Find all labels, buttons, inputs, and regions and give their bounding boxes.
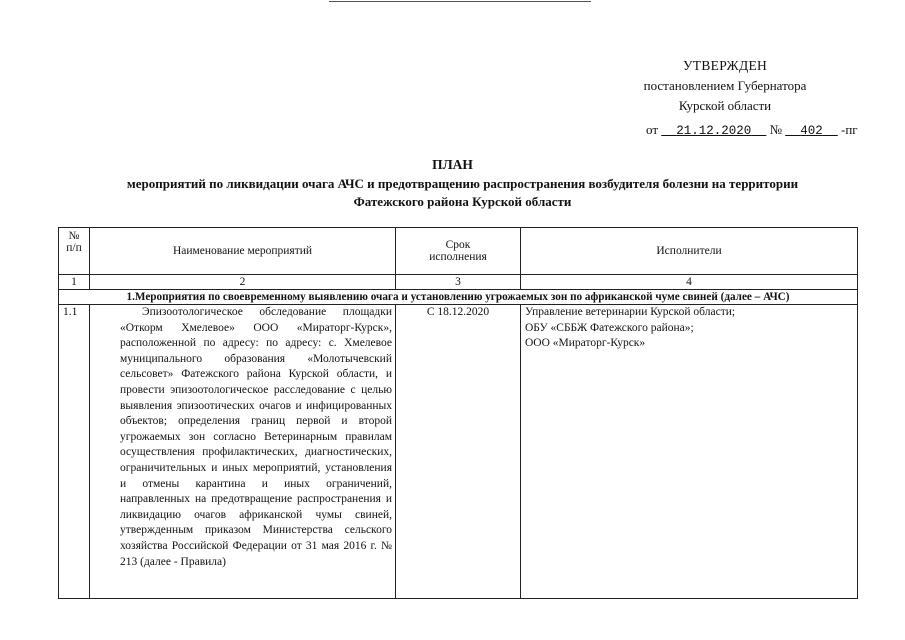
header-term: Срок исполнения [396, 228, 521, 275]
approval-block [600, 56, 850, 116]
col-number-3: 3 [396, 275, 521, 290]
row-num: 1.1 [59, 305, 90, 599]
executor-3: ООО «Мираторг-Курск» [525, 337, 646, 350]
plan-table [58, 227, 858, 599]
col-number-4: 4 [521, 275, 858, 290]
row-term: С 18.12.2020 [396, 305, 521, 599]
approval-line-2: Курской области [678, 98, 772, 113]
header-row [59, 228, 858, 275]
order-number: 402 [800, 124, 823, 138]
table-row [59, 305, 858, 599]
approval-head: УТВЕРЖДЕН [682, 58, 768, 73]
section-row [59, 290, 858, 305]
plan-subtitle [40, 175, 885, 211]
plan-subtitle-line-2: Фатежского района Курской области [353, 194, 572, 209]
col-number-2: 2 [90, 275, 396, 290]
order-suffix: -пг [841, 122, 858, 137]
plan-subtitle-line-1: мероприятий по ликвидации очага АЧС и предотвращению распространения возбудителя болезни на территории [126, 176, 799, 191]
approval-line-1: постановлением Губернатора [643, 78, 807, 93]
row-description: Эпизоотологическое обследование площадки «Откорм Хмелевое» ООО «Мираторг-Курск», расположенной по адресу: по адресу: с. Хмелевое муниципального образования «Молотычевский сельсовет» Фатежского района Курской области, и провести эпизоотологическое расследование с целью выявления эпизоотических очагов и инфицированных объектов; определения границ первой и второй угрожаемых зон согласно Ветеринарным правилам осуществления профилактических, диагностических, ограничительных и иных мероприятий, установления и отмены карантина и иных ограничений, направленных на предотвращение распространения и ликвидацию очагов африканской чумы свиней, утвержденным приказом Министерства сельского хозяйства Российской Федерации от 31 мая 2016 г. № 213 (далее - Правила) [90, 305, 396, 599]
section-1-title: 1.Мероприятия по своевременному выявлению очага и установлению угрожаемых зон по африканской чуме свиней (далее – АЧС) [59, 290, 858, 305]
plan-title: ПЛАН [432, 157, 473, 172]
order-no-label: № [769, 122, 782, 137]
executor-1: Управление ветеринарии Курской области; [525, 306, 736, 318]
header-num: № п/п [59, 228, 90, 275]
order-date: 21.12.2020 [676, 124, 752, 138]
header-executors: Исполнители [521, 228, 858, 275]
order-prefix: от [646, 122, 659, 137]
header-name: Наименование мероприятий [90, 228, 396, 275]
row-executors [521, 305, 858, 599]
order-line [646, 122, 858, 138]
top-rule [329, 1, 591, 2]
column-number-row [59, 275, 858, 290]
col-number-1: 1 [59, 275, 90, 290]
executor-2: ОБУ «СББЖ Фатежского района»; [525, 321, 694, 334]
